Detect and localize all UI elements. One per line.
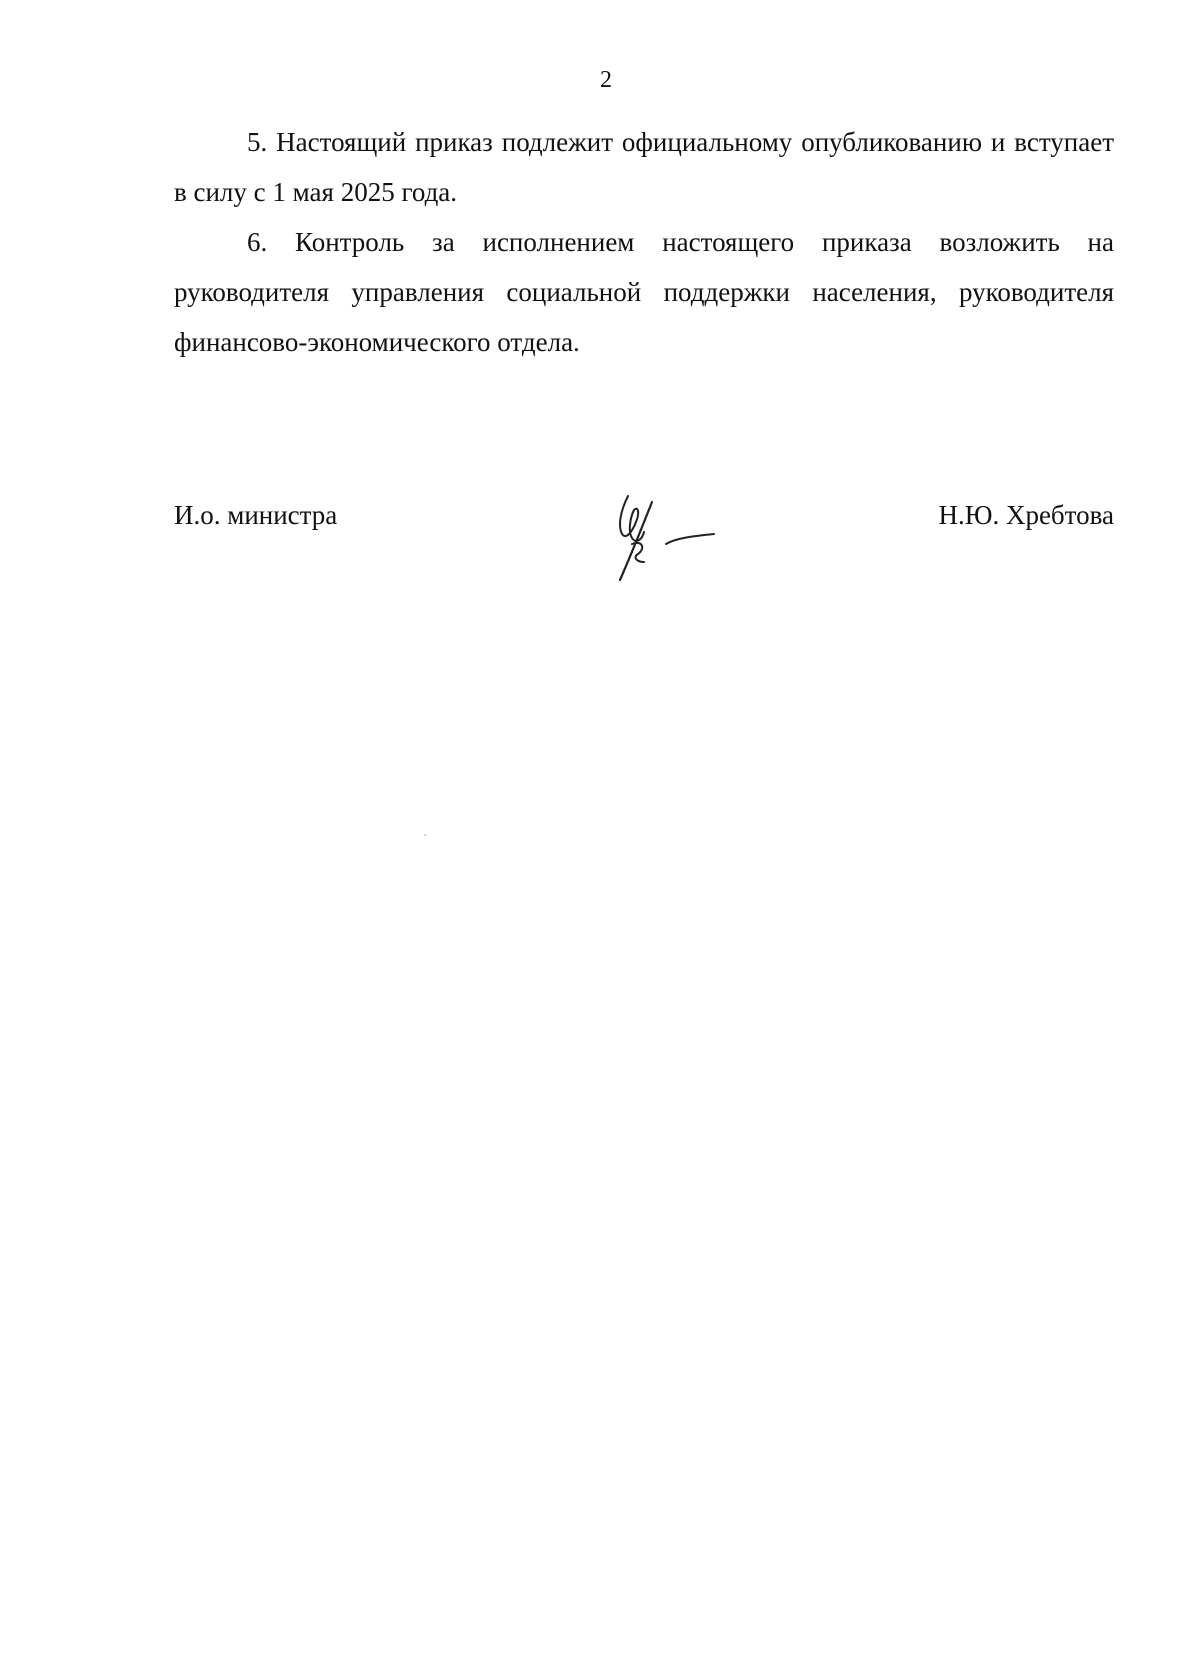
paragraph-6: 6. Контроль за исполнением настоящего приказа возложить на руководителя управления социальной поддержки населения, руководителя финансово-экономического отдела. bbox=[174, 227, 1114, 357]
paragraph-5: 5. Настоящий приказ подлежит официальному опубликованию и вступает в силу с 1 мая 2025 года. bbox=[174, 127, 1114, 207]
page-number: 2 bbox=[600, 67, 612, 93]
document-body bbox=[174, 117, 1114, 367]
scan-artifact bbox=[424, 834, 426, 836]
handwritten-signature-icon bbox=[598, 492, 718, 592]
signatory-title: И.о. министра bbox=[174, 500, 338, 530]
signatory-name: Н.Ю. Хребтова bbox=[938, 500, 1114, 530]
